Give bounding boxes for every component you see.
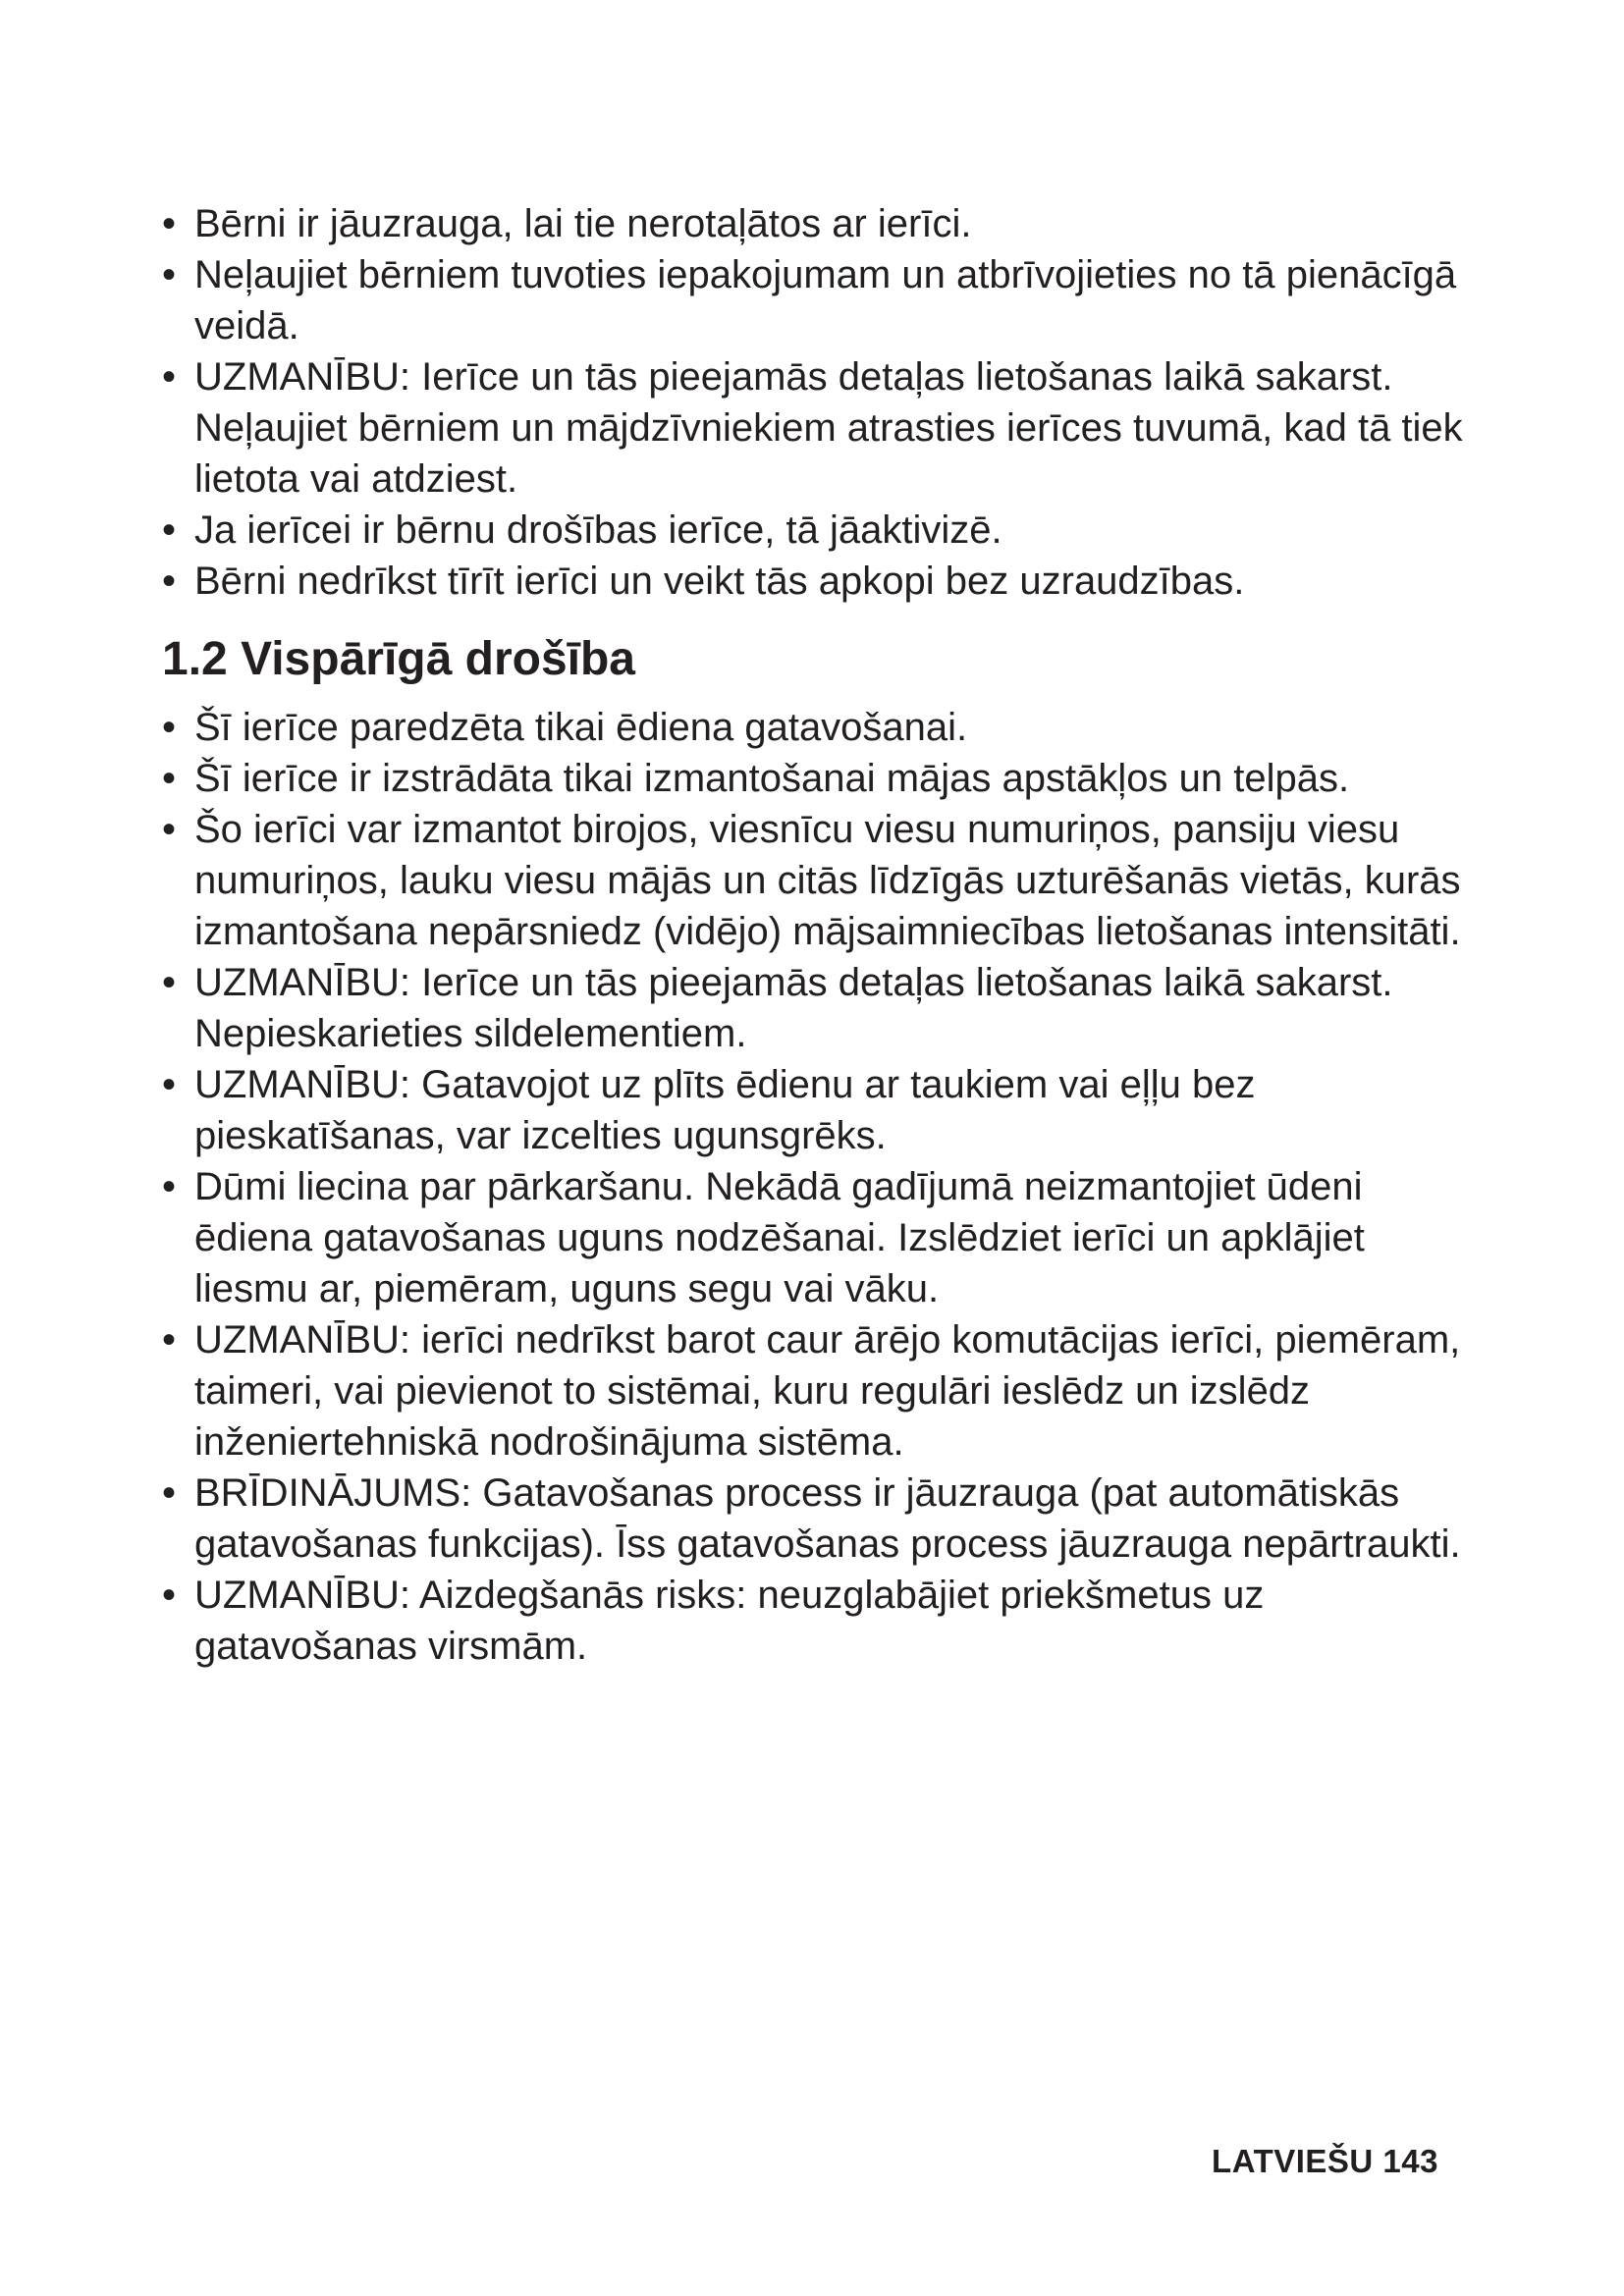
list-item: • UZMANĪBU: Ierīce un tās pieejamās detaļas lietošanas laikā sakarst. Neļaujiet bērniem un mājdzīvniekiem atrasties ierīces tuvumā, kad tā tiek lietota vai atdziest. bbox=[162, 351, 1478, 505]
list-item: • UZMANĪBU: Gatavojot uz plīts ēdienu ar taukiem vai eļļu bez pieskatīšanas, var izcelties ugunsgrēks. bbox=[162, 1059, 1478, 1161]
list-item: • Dūmi liecina par pārkaršanu. Nekādā gadījumā neizmantojiet ūdeni ēdiena gatavošanas uguns nodzēšanai. Izslēdziet ierīci un apklājiet liesmu ar, piemēram, uguns segu vai vāku. bbox=[162, 1161, 1478, 1314]
list-item: • BRĪDINĀJUMS: Gatavošanas process ir jāuzrauga (pat automātiskās gatavošanas funkcijas). Īss gatavošanas process jāuzrauga nepārtraukti. bbox=[162, 1468, 1478, 1570]
list-item: • UZMANĪBU: Aizdegšanās risks: neuzglabājiet priekšmetus uz gatavošanas virsmām. bbox=[162, 1570, 1478, 1672]
list-item: • Neļaujiet bērniem tuvoties iepakojumam un atbrīvojieties no tā pienācīgā veidā. bbox=[162, 249, 1478, 351]
children-safety-list bbox=[162, 198, 1478, 607]
general-safety-list bbox=[162, 702, 1478, 1672]
page-footer: LATVIEŠU 143 bbox=[1212, 2143, 1438, 2179]
list-item: • Bērni ir jāuzrauga, lai tie nerotaļātos ar ierīci. bbox=[162, 198, 1478, 249]
list-item: • Ja ierīcei ir bērnu drošības ierīce, tā jāaktivizē. bbox=[162, 505, 1478, 556]
list-item: • Šī ierīce paredzēta tikai ēdiena gatavošanai. bbox=[162, 702, 1478, 753]
list-item: • Šī ierīce ir izstrādāta tikai izmantošanai mājas apstākļos un telpās. bbox=[162, 753, 1478, 804]
section-heading: 1.2 Vispārīgā drošība bbox=[162, 633, 635, 685]
list-item: • Bērni nedrīkst tīrīt ierīci un veikt tās apkopi bez uzraudzības. bbox=[162, 556, 1478, 607]
list-item: • Šo ierīci var izmantot birojos, viesnīcu viesu numuriņos, pansiju viesu numuriņos, lauku viesu mājās un citās līdzīgās uzturēšanās vietās, kurās izmantošana nepārsniedz (vidējo) mājsaimniecības lietošanas intensitāti. bbox=[162, 804, 1478, 957]
page-content bbox=[162, 198, 1478, 1672]
list-item: • UZMANĪBU: ierīci nedrīkst barot caur ārējo komutācijas ierīci, piemēram, taimeri, vai pievienot to sistēmai, kuru regulāri ieslēdz un izslēdz inženiertehniskā nodrošinājuma sistēma. bbox=[162, 1314, 1478, 1468]
list-item: • UZMANĪBU: Ierīce un tās pieejamās detaļas lietošanas laikā sakarst. Nepieskarieties sildelementiem. bbox=[162, 957, 1478, 1059]
